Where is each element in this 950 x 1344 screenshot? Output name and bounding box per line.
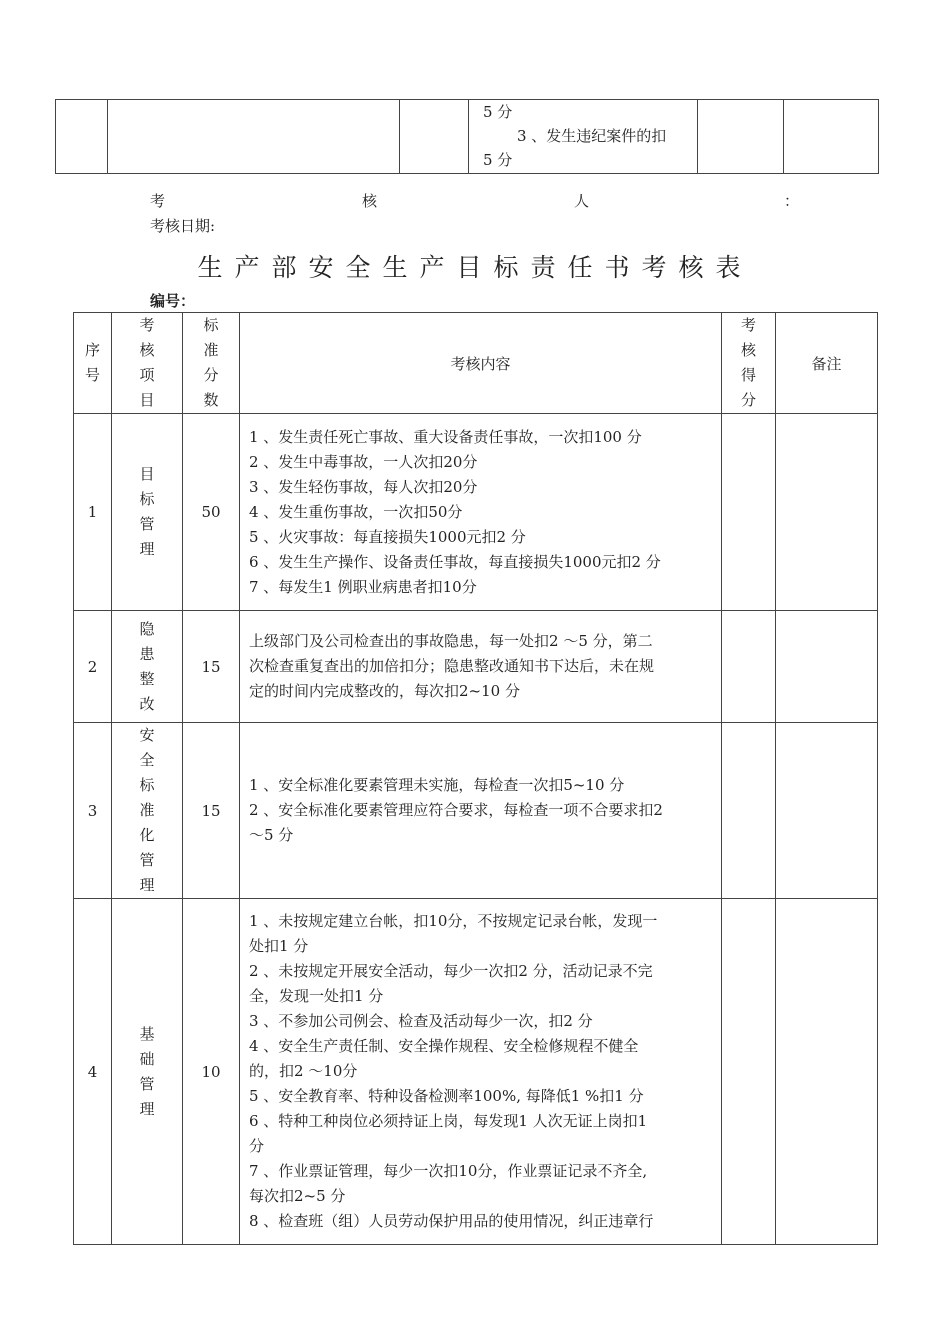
header-item: 考 核 项 目 <box>112 313 183 414</box>
assessor-colon: ： <box>784 192 800 210</box>
row-note <box>776 723 878 899</box>
content-line: 3 、发生轻伤事故，每人次扣20分 <box>249 477 478 496</box>
content-line: 2 、安全标准化要素管理应符合要求，每检查一项不合要求扣2 <box>249 801 663 819</box>
header-std-score: 标 准 分 数 <box>183 313 240 414</box>
row-note <box>776 899 878 1245</box>
prev-content-cell <box>469 100 698 174</box>
content-line: 7 、作业票证管理，每少一次扣10分，作业票证记录不齐全, <box>249 1162 648 1180</box>
content-line: 2 、发生中毒事故，一人次扣20分 <box>249 452 478 471</box>
row-item: 目 标 管 理 <box>112 414 183 611</box>
content-line: 2 、未按规定开展安全活动，每少一次扣2 分，活动记录不完 <box>249 962 653 980</box>
header-score: 考 核 得 分 <box>722 313 776 414</box>
content-line: 定的时间内完成整改的，每次扣2~10 分 <box>249 682 520 700</box>
content-line: 1 、发生责任死亡事故、重大设备责任事故，一次扣100 分 <box>249 427 642 446</box>
content-line: 处扣1 分 <box>249 937 309 955</box>
row-score <box>722 723 776 899</box>
row-seq: 2 <box>74 611 112 723</box>
row-content <box>240 899 722 1245</box>
prev-line: 5 分 <box>483 103 513 121</box>
row-seq: 1 <box>74 414 112 611</box>
content-line: 1 、安全标准化要素管理未实施，每检查一次扣5~10 分 <box>249 776 625 794</box>
header-content: 考核内容 <box>240 313 722 414</box>
assessor-char: 核 <box>362 192 378 210</box>
row-item: 基 础 管 理 <box>112 899 183 1245</box>
content-line: 7 、每发生1 例职业病患者扣10分 <box>249 577 477 596</box>
table-header-row <box>74 313 878 414</box>
prev-cell-2 <box>108 100 400 174</box>
content-line: 4 、安全生产责任制、安全操作规程、安全检修规程不健全 <box>249 1037 639 1055</box>
prev-cell-5 <box>698 100 784 174</box>
row-item: 隐 患 整 改 <box>112 611 183 723</box>
document-title: 生产部安全生产目标责任书考核表 <box>197 253 753 282</box>
prev-cell-6 <box>784 100 879 174</box>
content-line: 1 、未按规定建立台帐，扣10分，不按规定记录台帐，发现一 <box>249 912 658 930</box>
previous-table-fragment <box>55 99 879 174</box>
row-note <box>776 414 878 611</box>
assessor-char: 考 <box>150 192 166 210</box>
header-note: 备注 <box>776 313 878 414</box>
table-row <box>74 414 878 611</box>
content-line: 全，发现一处扣1 分 <box>249 987 384 1005</box>
row-score <box>722 899 776 1245</box>
serial-number-label: 编号： <box>150 292 196 310</box>
content-line: 上级部门及公司检查出的事故隐患，每一处扣2 ～5 分，第二 <box>249 632 653 650</box>
assessor-char: 人 <box>574 192 590 210</box>
content-line: 分 <box>249 1137 265 1155</box>
assessment-date-label: 考核日期: <box>150 217 216 235</box>
prev-line: 3 、发生违纪案件的扣 <box>517 127 667 145</box>
table-row <box>74 723 878 899</box>
row-score <box>722 414 776 611</box>
prev-cell-1 <box>56 100 108 174</box>
content-line: 次检查重复查出的加倍扣分；隐患整改通知书下达后，未在规 <box>249 657 655 675</box>
prev-line: 5 分 <box>483 151 513 169</box>
content-line: 6 、发生生产操作、设备责任事故，每直接损失1000元扣2 分 <box>249 552 661 571</box>
row-item: 安 全 标 准 化 管 理 <box>112 723 183 899</box>
content-line: 的，扣2 ～10分 <box>249 1062 358 1080</box>
header-seq: 序 号 <box>74 313 112 414</box>
row-std-score: 15 <box>183 611 240 723</box>
content-line: 8 、检查班（组）人员劳动保护用品的使用情况，纠正违章行 <box>249 1212 654 1230</box>
row-score <box>722 611 776 723</box>
row-seq: 3 <box>74 723 112 899</box>
assessment-table <box>73 312 878 1245</box>
table-row <box>74 611 878 723</box>
row-seq: 4 <box>74 899 112 1245</box>
content-line: 每次扣2~5 分 <box>249 1187 346 1205</box>
table-row <box>74 899 878 1245</box>
content-line: 5 、安全教育率、特种设备检测率100%, 每降低1 %扣1 分 <box>249 1087 644 1105</box>
content-line: 6 、特种工种岗位必须持证上岗，每发现1 人次无证上岗扣1 <box>249 1112 648 1130</box>
row-std-score: 15 <box>183 723 240 899</box>
row-std-score: 50 <box>183 414 240 611</box>
row-content <box>240 611 722 723</box>
row-std-score: 10 <box>183 899 240 1245</box>
prev-cell-3 <box>400 100 469 174</box>
row-note <box>776 611 878 723</box>
content-line: 3 、不参加公司例会、检查及活动每少一次，扣2 分 <box>249 1012 593 1030</box>
row-content <box>240 723 722 899</box>
content-line: 5 、火灾事故：每直接损失1000元扣2 分 <box>249 527 526 546</box>
content-line: 4 、发生重伤事故，一次扣50分 <box>249 502 463 521</box>
row-content <box>240 414 722 611</box>
content-line: ～5 分 <box>249 826 294 844</box>
